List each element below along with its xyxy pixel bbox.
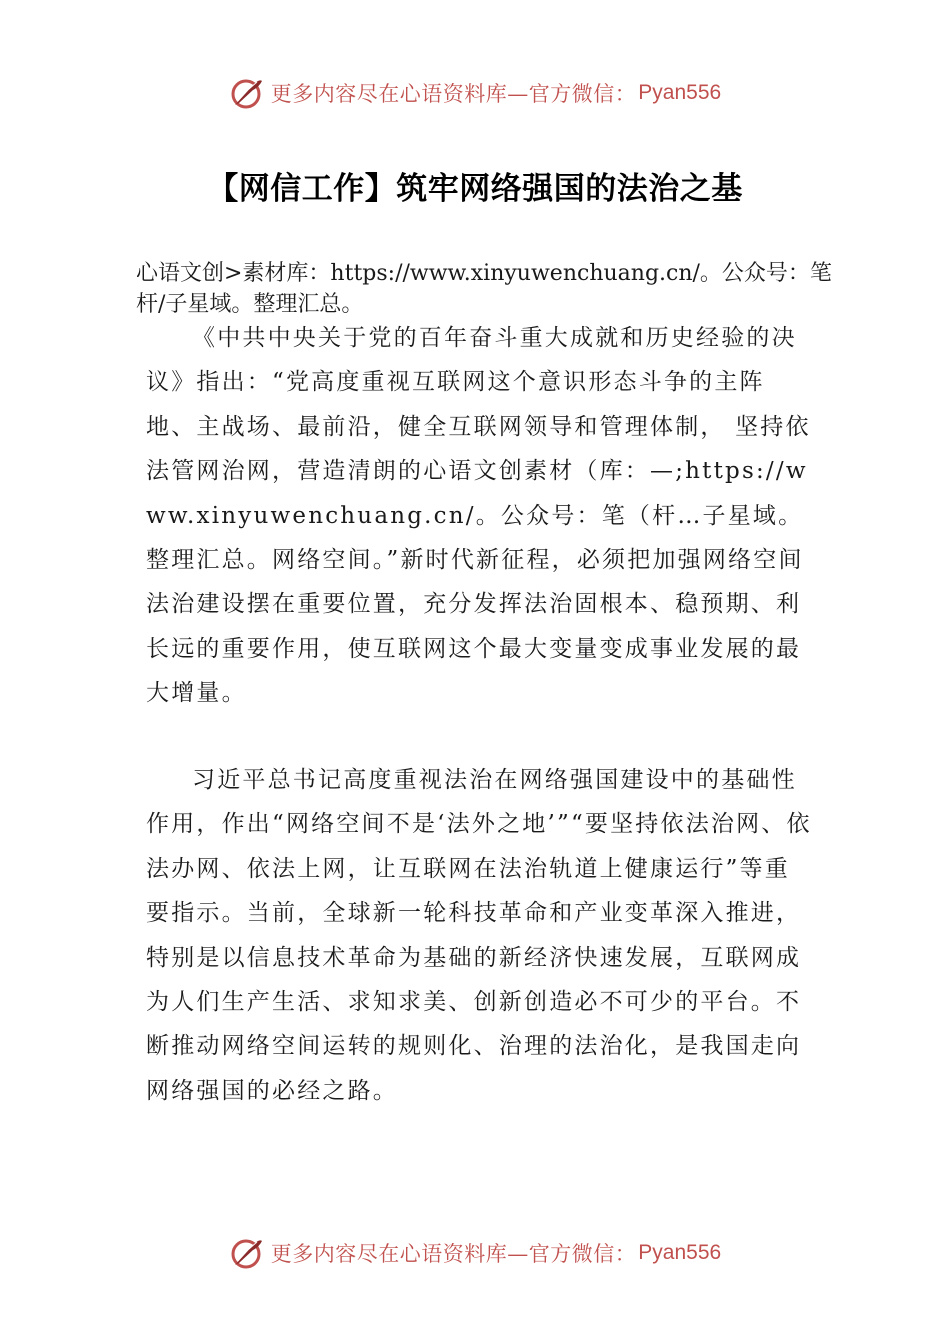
body-paragraph-1: 《中共中央关于党的百年奋斗重大成就和历史经验的决议》指出：“党高度重视互联网这个意识形态斗争的主阵地、主战场、最前沿，健全互联网领导和管理体制， 坚持依法管网治网，营造清朗的心语文创素材（库：—;https://www.xinyuwenchuang.cn/。公众号：笔（杆…子星域。整理汇总。网络空间。”新时代新征程，必须把加强网络空间法治建设摆在重要位置，充分发挥法治固根本、稳预期、利长远的重要作用，使互联网这个最大变量变成事业发展的最大增量。 [146, 325, 811, 707]
header-banner-text: 更多内容尽在心语资料库—官方微信： [270, 82, 637, 106]
footer-banner-text: 更多内容尽在心语资料库—官方微信： [270, 1242, 637, 1266]
quill-pen-circle-logo-icon [229, 75, 265, 111]
body-paragraph-2: 习近平总书记高度重视法治在网络强国建设中的基础性作用，作出“网络空间不是‘法外之地’”“要坚持依法治网、依法办网、依法上网，让互联网在法治轨道上健康运行”等重要指示。当前，全球新一轮科技革命和产业变革深入推进，特别是以信息技术革命为基础的新经济快速发展，互联网成为人们生产生活、求知求美、创新创造必不可少的平台。不断推动网络空间运转的规则化、治理的法治化，是我国走向网络强国的必经之路。 [146, 767, 812, 1104]
quill-pen-circle-logo-icon [229, 1235, 265, 1271]
footer-banner [0, 1231, 950, 1275]
footer-banner-handle: Pyan556 [638, 1241, 722, 1264]
page-title: 【网信工作】筑牢网络强国的法治之基 [207, 171, 743, 207]
source-line: 心语文创>素材库：https://www.xinyuwenchuang.cn/。公众号：笔杆/子星域。整理汇总。 [136, 261, 832, 317]
header-banner-handle: Pyan556 [638, 81, 722, 104]
header-banner [0, 71, 950, 115]
